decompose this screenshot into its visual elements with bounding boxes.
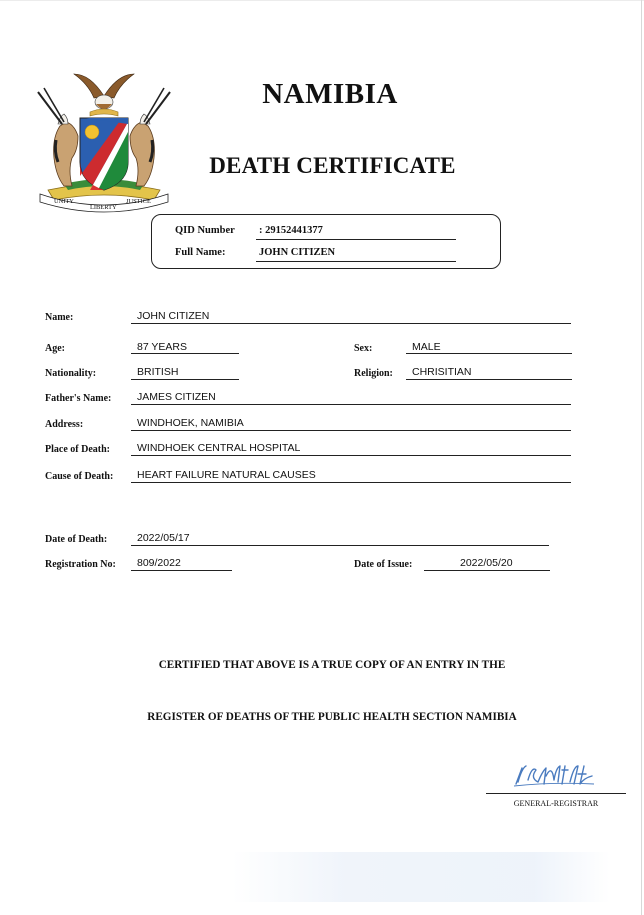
fullname-underline xyxy=(256,261,456,262)
age-value: 87 YEARS xyxy=(137,341,188,353)
qid-value: : 29152441377 xyxy=(259,225,323,236)
registration-value: 809/2022 xyxy=(137,557,181,569)
page-edge-right xyxy=(641,0,642,915)
place-of-death-value: WINDHOEK CENTRAL HOSPITAL xyxy=(137,442,301,454)
document-title: DEATH CERTIFICATE xyxy=(209,153,456,178)
registration-underline xyxy=(131,570,232,571)
certification-line-1: CERTIFIED THAT ABOVE IS A TRUE COPY OF AN ENTRY IN THE xyxy=(158,659,506,671)
date-of-death-underline xyxy=(131,545,549,546)
registration-label: Registration No: xyxy=(45,559,116,570)
sex-value: MALE xyxy=(412,341,441,353)
signature-line xyxy=(486,793,626,794)
sex-underline xyxy=(406,353,572,354)
date-of-issue-label: Date of Issue: xyxy=(354,559,413,570)
father-name-label: Father's Name: xyxy=(45,393,112,404)
certification-line-2: REGISTER OF DEATHS OF THE PUBLIC HEALTH SECTION NAMIBIA xyxy=(147,711,517,723)
address-label: Address: xyxy=(45,419,84,430)
date-of-issue-underline xyxy=(424,570,550,571)
fullname-value: JOHN CITIZEN xyxy=(259,247,336,258)
cause-of-death-underline xyxy=(131,482,571,483)
date-of-death-value: 2022/05/17 xyxy=(137,532,190,544)
signature-image xyxy=(512,760,596,790)
religion-underline xyxy=(406,379,572,380)
motto-justice-text: JUSTICE xyxy=(126,198,151,205)
address-value: WINDHOEK, NAMIBIA xyxy=(137,417,244,429)
cause-of-death-label: Cause of Death: xyxy=(45,471,114,482)
name-underline xyxy=(131,323,571,324)
faded-watermark-area xyxy=(232,852,610,902)
cause-of-death-value: HEART FAILURE NATURAL CAUSES xyxy=(137,469,316,481)
father-name-underline xyxy=(131,404,571,405)
religion-value: CHRISITIAN xyxy=(412,366,472,378)
religion-label: Religion: xyxy=(354,368,393,379)
fullname-label: Full Name: xyxy=(175,247,226,258)
name-label: Name: xyxy=(45,312,74,323)
sex-label: Sex: xyxy=(354,343,373,354)
date-of-death-label: Date of Death: xyxy=(45,534,108,545)
qid-label: QID Number xyxy=(175,225,235,236)
general-registrar-title: GENERAL-REGISTRAR xyxy=(513,799,599,808)
place-of-death-underline xyxy=(131,455,571,456)
age-underline xyxy=(131,353,239,354)
motto-liberty-text: LIBERTY xyxy=(90,204,117,211)
country-title: NAMIBIA xyxy=(262,78,398,110)
nationality-label: Nationality: xyxy=(45,368,97,379)
date-of-issue-value: 2022/05/20 xyxy=(460,557,513,569)
father-name-value: JAMES CITIZEN xyxy=(137,391,216,403)
place-of-death-label: Place of Death: xyxy=(45,444,110,455)
nationality-value: BRITISH xyxy=(137,366,179,378)
coat-of-arms-icon xyxy=(34,66,174,214)
qid-underline xyxy=(256,239,456,240)
motto-unity-text: UNITY xyxy=(54,198,74,205)
age-label: Age: xyxy=(45,343,65,354)
address-underline xyxy=(131,430,571,431)
nationality-underline xyxy=(131,379,239,380)
name-value: JOHN CITIZEN xyxy=(137,310,210,322)
page-edge-top xyxy=(0,0,644,1)
